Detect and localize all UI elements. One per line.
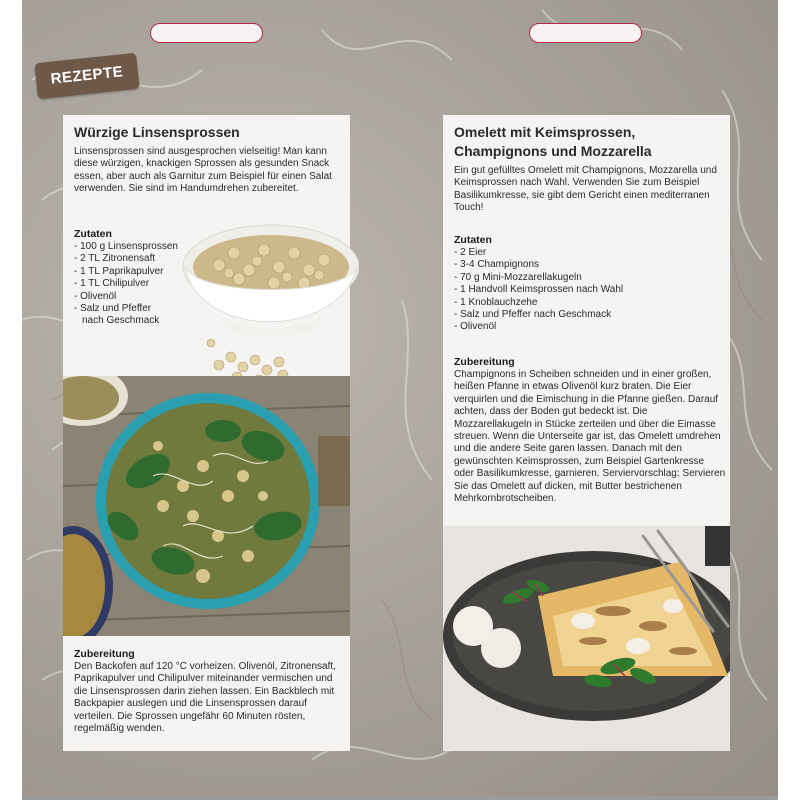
ingredient-item: - 1 TL Chilipulver — [74, 278, 150, 290]
preparation-text: Den Backofen auf 120 °C vorheizen. Olivenöl, Zitronensaft, Paprikapulver und Chilipulver miteinander vermischen und die Linsensprossen darin ziehen lassen. Ein Backblech mit Backpapier auslegen und die Linsensprossen darauf verteilen. Die Sprossen ungefähr 60 Minuten rösten, regelmäßig wenden. — [74, 661, 336, 735]
ingredient-item: - 3-4 Champignons — [454, 259, 540, 271]
recipe-title-line-2: Champignons und Mozzarella — [454, 143, 652, 159]
preparation-heading: Zubereitung — [74, 648, 135, 660]
recipe-intro: Linsensprossen sind ausgesprochen vielseitig! Man kann diese würzigen, knackigen Sprossen als gesunden Snack essen, aber auch als Garnitur zum Beispiel für einen Salat verwenden. Sie sind im Handumdrehen zubereitet. — [74, 146, 332, 195]
hang-tab-right — [529, 23, 642, 43]
ingredients-list — [454, 247, 724, 334]
recipe-title-line-1: Omelett mit Keimsprossen, — [454, 124, 636, 140]
recipe-card-right — [443, 115, 730, 751]
section-badge: REZEPTE — [34, 53, 139, 99]
ingredients-heading: Zutaten — [74, 228, 112, 240]
omelette-plate-image — [443, 526, 730, 751]
hang-tab-left — [150, 23, 263, 43]
ingredient-item: - Olivenöl — [74, 290, 117, 302]
preparation-heading: Zubereitung — [454, 356, 515, 368]
ingredient-item: - 70 g Mini-Mozzarellakugeln — [454, 271, 582, 283]
salad-photo — [63, 376, 350, 636]
ingredient-item: - 2 TL Zitronensaft — [74, 253, 156, 265]
ingredient-item: - 100 g Linsensprossen — [74, 241, 178, 252]
recipe-intro: Ein gut gefülltes Omelett mit Champignons, Mozzarella und Keimsprossen nach Wahl. Verwenden Sie zum Beispiel Basilikumkresse, sie gibt dem Gericht einen mediterranen Touch! — [454, 165, 717, 214]
ingredient-item: - 2 Eier — [454, 247, 487, 258]
ingredient-item: - 1 TL Paprikapulver — [74, 265, 164, 277]
ingredient-item: - Salz und Pfeffer — [74, 303, 152, 315]
ingredient-item: - 1 Handvoll Keimsprossen nach Wahl — [454, 284, 624, 296]
page-bottom-edge — [22, 796, 778, 800]
salad-bowl-image — [63, 376, 350, 636]
ingredient-item: nach Geschmack — [82, 315, 160, 327]
ingredient-item: - Olivenöl — [454, 321, 497, 333]
omelette-photo — [443, 526, 730, 751]
recipe-card-left — [63, 115, 350, 751]
ingredient-item: - Salz und Pfeffer nach Geschmack — [454, 309, 612, 321]
ingredients-heading: Zutaten — [454, 234, 492, 246]
ingredient-item: - 1 Knoblauchzehe — [454, 296, 538, 308]
recipe-title: Würzige Linsensprossen — [74, 124, 240, 140]
preparation-text: Champignons in Scheiben schneiden und in einer großen, heißen Pfanne in etwas Olivenöl kurz braten. Die Eier verquirlen und die Eimischung in die Pfanne gießen. Darauf achten, dass der Boden gut bedeckt ist. Die Mozzarellakugeln in Stücke zerteilen und über die Eimasse streuen. Wenn die Unterseite gar ist, das Omelett umdrehen und die andere Seite garen lassen. Danach mit den gewünschten Keimsprossen, zum Beispiel Gartenkresse oder Basilikumkresse, garnieren. Serviervorschlag: Servieren Sie das Omelett auf dicken, mit Butter bestrichenen Mehrkornbrotscheiben. — [454, 369, 726, 505]
